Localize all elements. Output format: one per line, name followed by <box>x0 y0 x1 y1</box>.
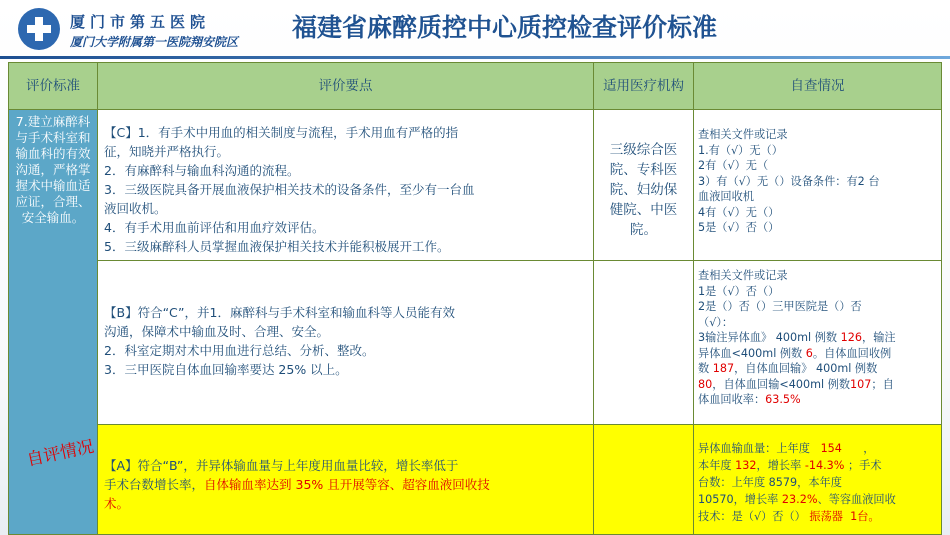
points-a-text: 【A】符合“B”，并异体输血量与上年度用血量比较，增长率低于 手术台数增长率，自体输血率达到 35% 且开展等容、超容血液回收技 术。 <box>104 458 490 511</box>
hospital-name: 厦门市第五医院 <box>70 13 211 31</box>
self-check-b-cell <box>693 260 942 425</box>
points-b-cell <box>97 260 594 425</box>
page-title: 福建省麻醉质控中心质控检查评价标准 <box>292 13 718 42</box>
points-c-text: 【C】1．有手术中用血的相关制度与流程，手术用血有严格的指 征，知晓并严格执行。 2．有麻醉科与输血科沟通的流程。 3．三级医院具备开展血液保护相关技术的设备条件，至少有一台血 液回收机。 4．有手术用血前评估和用血疗效评估。 5．三级麻醉科人员掌握血液保护相关技术并能积极展开工作。 <box>104 125 475 254</box>
header-points: 评价要点 <box>97 62 594 110</box>
self-check-c-text: 查相关文件或记录 1.有（√）无（） 2有（√）无（ 3）有（√）无（）设备条件：有2 台 血液回收机 4有（√）无（） 5是（√）否（） <box>698 128 880 234</box>
facility-b-cell <box>593 260 694 425</box>
self-check-a-text: 异体血输血量：上年度 154 ， 本年度 132，增长率 -14.3% ；手术 台数：上年度 8579，本年度 10570，增长率 23.2%、等容血液回收 技术：是（√）否（） 振荡器 1台。 <box>698 442 896 523</box>
facility-a-cell <box>593 424 694 535</box>
standard-cell: 7.建立麻醉科与手术科室和输血科的有效沟通，严格掌握术中输血适应证，合理、安全输血。 <box>8 109 98 535</box>
header-divider <box>0 56 950 59</box>
facility-text: 三级综合医 院、专科医 院、妇幼保 健院、中医 院。 <box>609 142 678 238</box>
self-check-c-cell <box>693 109 942 261</box>
header-facility: 适用医疗机构 <box>593 62 694 110</box>
self-eval-label: 自评情况 <box>25 436 96 471</box>
evaluation-table <box>8 62 942 535</box>
hospital-logo-icon <box>18 8 60 50</box>
self-check-a-cell <box>693 424 942 535</box>
self-check-b-text: 查相关文件或记录 1是（√）否（） 2是（）否（）三甲医院是（）否 （√）： 3输注异体血》 400ml 例数 126，输注 异体血<400ml 例数 6。自体血回收例 数 187，自体血回输》 400ml 例数 80，自体血回输<400ml 例数107；自 体血回收率：63.5% <box>698 269 896 406</box>
header-self-check: 自查情况 <box>693 62 942 110</box>
facility-c-cell <box>593 109 694 261</box>
hospital-subtitle: 厦门大学附属第一医院翔安院区 <box>70 35 239 49</box>
header-standard: 评价标准 <box>8 62 98 110</box>
points-b-text: 【B】符合“C”，并1．麻醉科与手术科室和输血科等人员能有效 沟通，保障术中输血及时、合理、安全。 2．科室定期对术中用血进行总结、分析、整改。 3．三甲医院自体血回输率要达 25% 以上。 <box>104 305 455 377</box>
header <box>0 0 950 58</box>
points-c-cell <box>97 109 594 261</box>
points-a-cell <box>97 424 594 535</box>
